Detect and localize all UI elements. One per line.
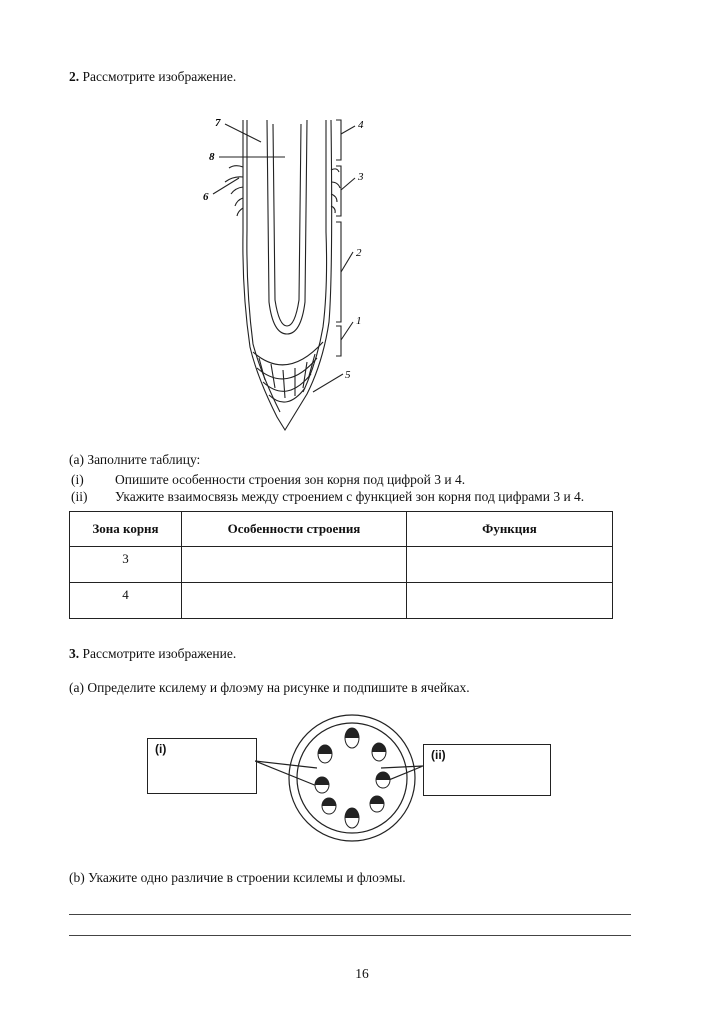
q3-title: Рассмотрите изображение. (82, 646, 237, 661)
label-1: 1 (356, 315, 362, 327)
table-row (70, 547, 613, 583)
answer-box-i-label: (i) (155, 742, 167, 756)
answer-box-ii-label: (ii) (431, 748, 446, 762)
stem-cross-section-diagram (255, 708, 425, 848)
row-4-function[interactable] (407, 583, 613, 619)
row-4-zone: 4 (70, 583, 182, 619)
q2-heading (69, 69, 236, 85)
label-8: 8 (209, 151, 215, 163)
answer-line-2[interactable] (69, 935, 631, 936)
table-row (70, 583, 613, 619)
q2-item-ii-marker: (ii) (71, 489, 88, 504)
root-zones-table (69, 511, 613, 619)
q3-number: 3. (69, 646, 80, 661)
q2-item-i-marker: (i) (71, 472, 84, 487)
table-header-row (70, 512, 613, 547)
header-structure: Особенности строения (182, 512, 407, 547)
label-2: 2 (356, 247, 362, 259)
root-zones-diagram (195, 112, 385, 442)
label-6: 6 (203, 191, 209, 203)
q2-number: 2. (69, 69, 80, 84)
row-3-function[interactable] (407, 547, 613, 583)
answer-box-ii[interactable] (423, 744, 551, 796)
q2-title: Рассмотрите изображение. (82, 69, 237, 84)
label-7: 7 (215, 117, 221, 129)
row-3-zone: 3 (70, 547, 182, 583)
row-3-structure[interactable] (182, 547, 407, 583)
label-5: 5 (345, 369, 351, 381)
header-zone: Зона корня (70, 512, 182, 547)
q3-part-a: (a) Определите ксилему и флоэму на рисунке и подпишите в ячейках. (69, 680, 470, 695)
header-function: Функция (407, 512, 613, 547)
answer-box-i[interactable] (147, 738, 257, 794)
label-3: 3 (358, 171, 364, 183)
answer-line-1[interactable] (69, 914, 631, 915)
q3-part-b: (b) Укажите одно различие в строении ксилемы и флоэмы. (69, 870, 406, 885)
q2-part-a: (a) Заполните таблицу: (69, 452, 201, 467)
page-number: 16 (355, 966, 369, 981)
q2-item-ii-text: Укажите взаимосвязь между строением с функцией зон корня под цифрами 3 и 4. (115, 489, 585, 504)
row-4-structure[interactable] (182, 583, 407, 619)
q3-heading (69, 646, 236, 662)
q2-item-i-text: Опишите особенности строения зон корня под цифрой 3 и 4. (115, 472, 466, 487)
label-4: 4 (358, 119, 364, 131)
